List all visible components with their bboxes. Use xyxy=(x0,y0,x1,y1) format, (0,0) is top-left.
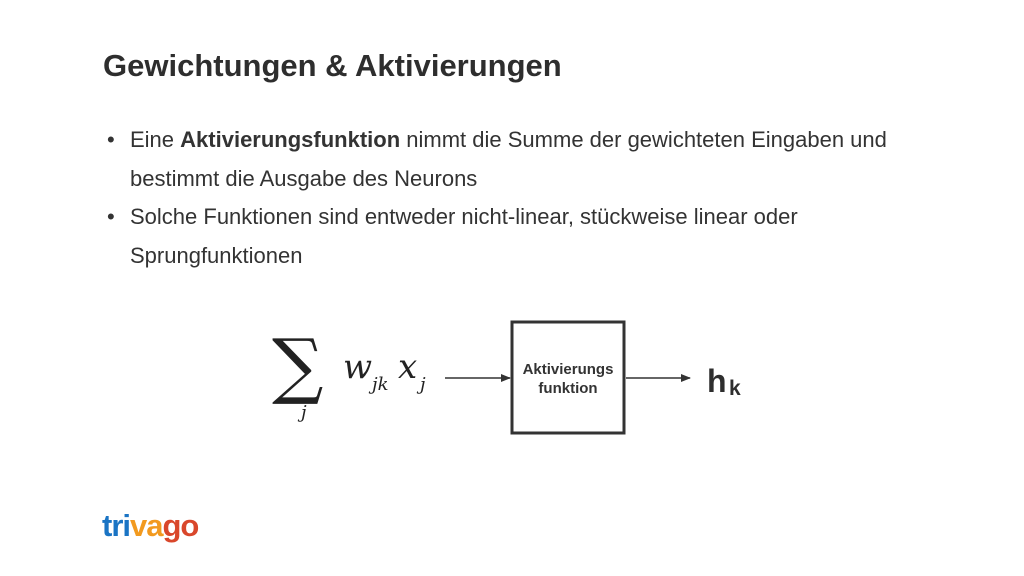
trivago-logo xyxy=(102,508,198,544)
bullet-text-end: nimmt die Summe der gewichteten Eingaben und bestimmt die Ausgabe des Neurons xyxy=(130,127,887,191)
bullet-bold-term: Aktivierungsfunktion xyxy=(180,127,401,152)
bullet-dot: • xyxy=(107,204,115,229)
bullet-text: Solche Funktionen sind entweder nicht-linear, stückweise linear oder Sprungfunktionen xyxy=(130,204,798,268)
input-subscript: j xyxy=(420,374,426,395)
bullet-dot: • xyxy=(107,127,115,152)
activation-box-label-line2: funktion xyxy=(538,380,598,397)
weighted-sum-formula xyxy=(272,323,426,423)
weight-symbol: w xyxy=(343,347,373,387)
output-symbol: h xyxy=(707,363,727,399)
weight-subscript: jk xyxy=(372,374,389,395)
output-label xyxy=(707,363,741,400)
activation-function-box xyxy=(512,322,624,433)
sum-index: j xyxy=(301,402,307,423)
input-symbol: x xyxy=(398,347,418,387)
output-subscript: k xyxy=(729,377,741,400)
bullet-text-start: Eine xyxy=(130,127,181,152)
logo-part-va: va xyxy=(130,508,163,543)
activation-box-label-line1: Aktivierungs xyxy=(522,361,614,378)
logo-part-go: go xyxy=(162,508,199,543)
slide-title: Gewichtungen & Aktivierungen xyxy=(103,48,562,83)
sum-symbol: ∑ xyxy=(272,323,324,407)
logo-part-tri: tri xyxy=(102,508,130,543)
